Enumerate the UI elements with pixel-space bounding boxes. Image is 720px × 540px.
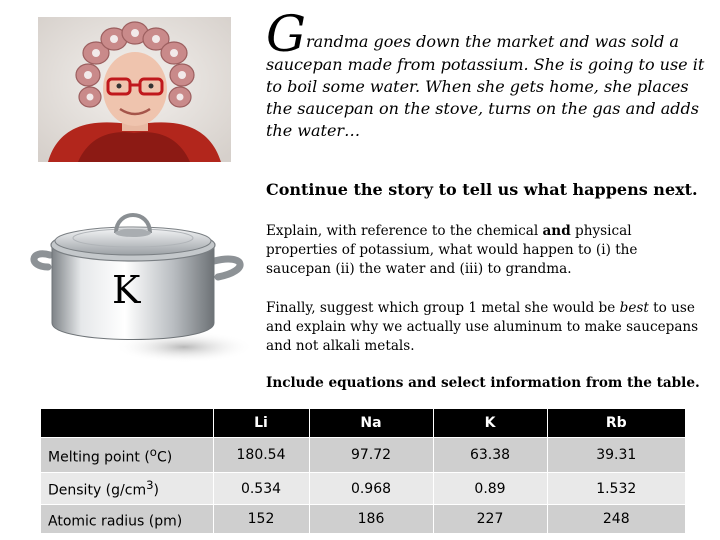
table-cell: 186 [309, 505, 433, 534]
explain-paragraph [266, 222, 706, 279]
grandma-portrait-image [38, 17, 231, 162]
table-cell: 227 [433, 505, 547, 534]
finally-text-1: Finally, suggest which group 1 metal she would be [266, 300, 620, 316]
table-header-cell: Li [213, 409, 309, 438]
explain-bold: and [542, 223, 571, 239]
explain-text-2: physical properties of potassium, what would happen to (i) the saucepan (ii) the water and (iii) to grandma. [266, 223, 638, 277]
row-label: Density $(g/cm^3)$ [41, 473, 213, 505]
row-label: Melting point ($^o$C) [41, 438, 213, 473]
explain-text-1: Explain, with reference to the chemical [266, 223, 543, 239]
table-cell: 0.89 [433, 473, 547, 505]
table-cell: 97.72 [309, 438, 433, 473]
table-header-cell: Na [309, 409, 433, 438]
table-cell: 0.534 [213, 473, 309, 505]
drop-cap: G [266, 5, 306, 63]
table-cell: 63.38 [433, 438, 547, 473]
story-text [266, 5, 706, 142]
table-header-row [41, 409, 685, 438]
story-rest: saucepan made from potassium. She is going to use it to boil some water. When she gets home, she places the saucepan on the stove, turns on the gas and adds the water… [266, 55, 705, 140]
table-header-cell: Rb [547, 409, 685, 438]
table-header-cell: K [433, 409, 547, 438]
row-label: Atomic radius (pm) [41, 505, 213, 534]
task-heading: Continue the story to tell us what happens next. [266, 180, 698, 199]
table-row [41, 438, 685, 473]
story-first-line: randma goes down the market and was sold a [305, 32, 679, 51]
table-cell: 39.31 [547, 438, 685, 473]
include-note: Include equations and select information from the table. [266, 375, 700, 391]
table-header-cell [41, 409, 213, 438]
table-row [41, 473, 685, 505]
pot-label: K [112, 268, 141, 312]
table-cell: 180.54 [213, 438, 309, 473]
finally-paragraph [266, 299, 706, 356]
table-cell: 248 [547, 505, 685, 534]
finally-italic: best [619, 300, 649, 316]
finally-text-2: to use and explain why we actually use aluminum to make saucepans and not alkali metals. [266, 300, 699, 354]
properties-table [41, 409, 685, 533]
table-cell: 152 [213, 505, 309, 534]
table-cell: 1.532 [547, 473, 685, 505]
table-row [41, 505, 685, 534]
table-cell: 0.968 [309, 473, 433, 505]
